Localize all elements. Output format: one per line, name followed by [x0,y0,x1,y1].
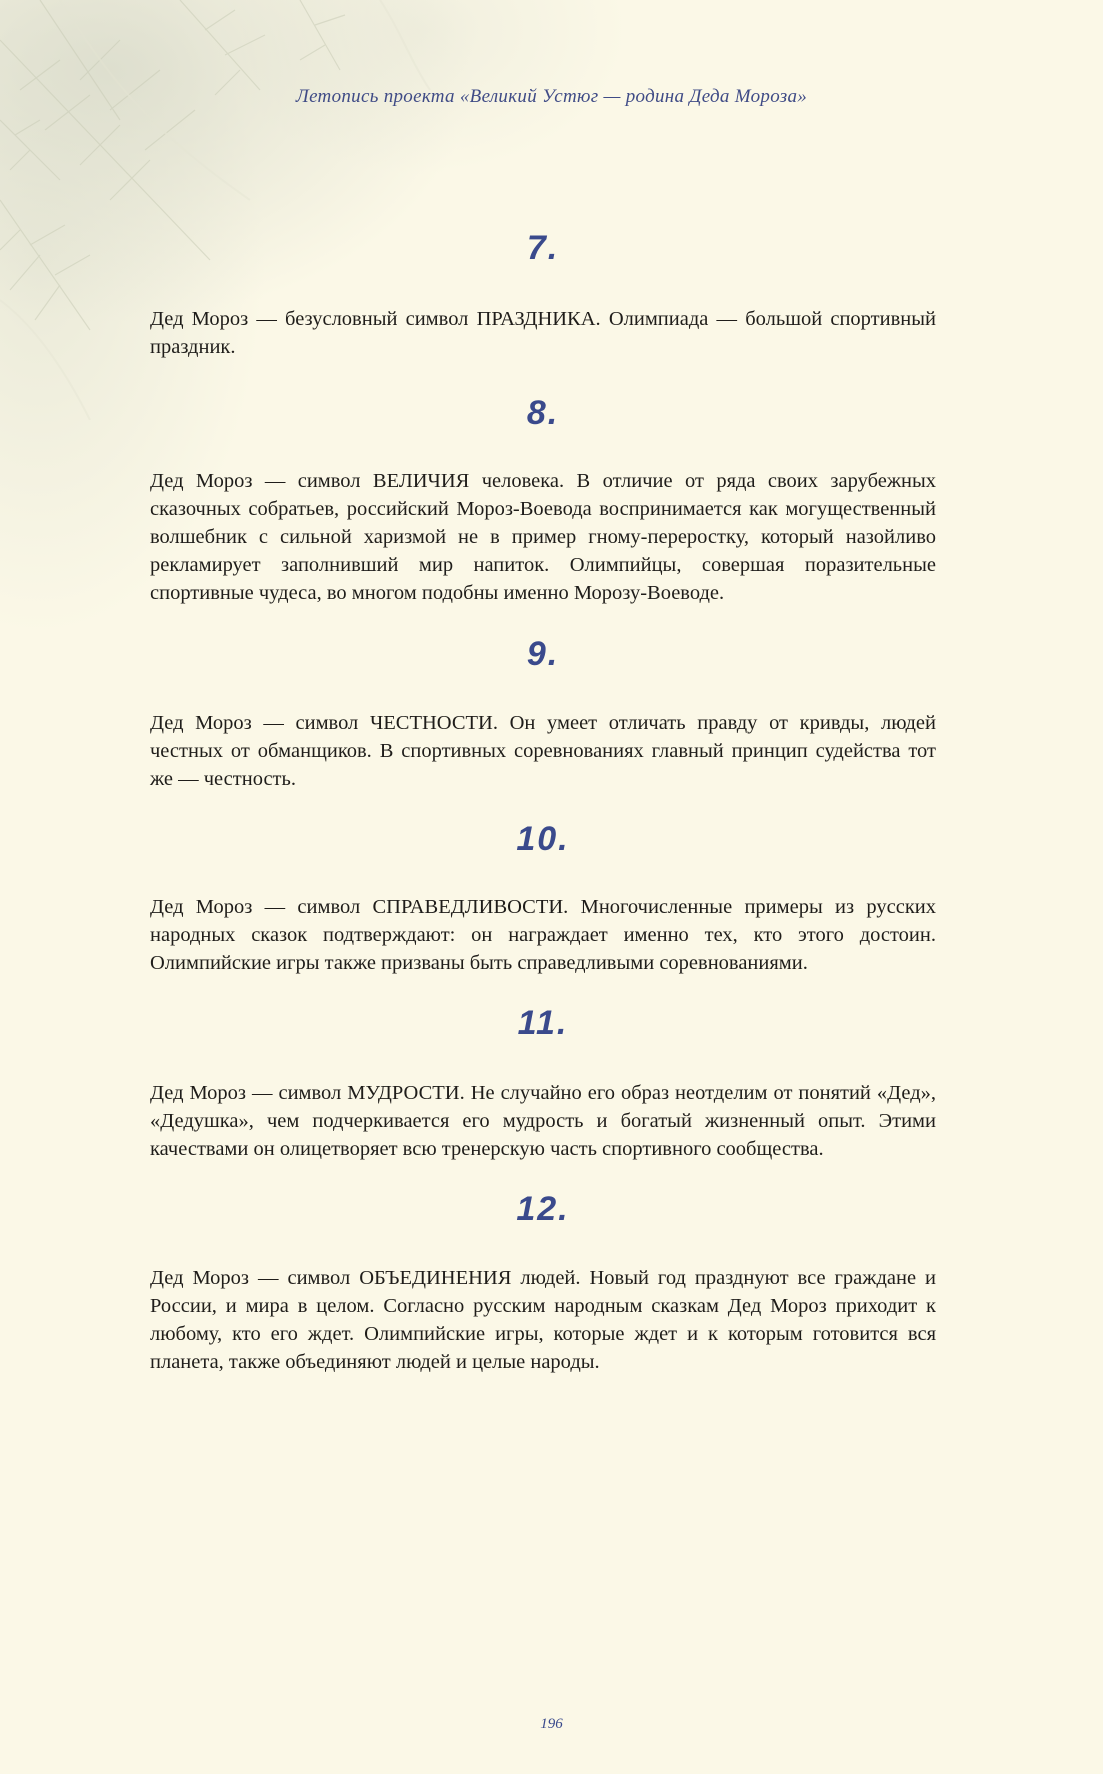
section-10 [150,819,936,977]
section-text: Дед Мороз — символ ВЕЛИЧИЯ человека. В отличие от ряда своих зарубежных сказочных собратьев, российский Мороз-Воевода воспринимается как могущественный волшебник с сильной харизмой не в пример гному-переростку, который назойливо рекламирует заполнивший мир напиток. Олимпийцы, совершая поразительные спортивные чудеса, во многом подобны именно Морозу-Воеводе. [150,470,936,604]
main-content [150,212,936,1376]
page-number: 196 [540,1716,563,1732]
section-text: Дед Мороз — символ МУДРОСТИ. Не случайно его образ неотделим от понятий «Дед», «Дедушка», чем подчеркивается его мудрость и богатый жизненный опыт. Этими качествами он олицетворяет всю тренерскую часть спортивного сообщества. [150,1082,936,1160]
section-8 [150,393,936,607]
section-text: Дед Мороз — символ ОБЪЕДИНЕНИЯ людей. Новый год празднуют все граждане и России, и мира в целом. Согласно русским народным сказкам Дед Мороз приходит к любому, кто его ждет. Олимпийские игры, которые ждет и к которым готовится вся планета, также объединяют людей и целые народы. [150,1267,936,1373]
section-number: 12. [516,1190,570,1228]
section-number: 7. [526,229,560,267]
section-number: 9. [526,635,560,673]
section-number: 8. [526,394,560,432]
section-text: Дед Мороз — символ ЧЕСТНОСТИ. Он умеет отличать правду от кривды, людей честных от обманщиков. В спортивных соревнованиях главный принцип судейства тот же — честность. [150,712,936,790]
section-text: Дед Мороз — символ СПРАВЕДЛИВОСТИ. Многочисленные примеры из русских народных сказок подтверждают: он награждает именно тех, кто этого достоин. Олимпийские игры также призваны быть справедливыми соревнованиями. [150,896,936,974]
running-head: Летопись проекта «Великий Устюг — родина Деда Мороза» [295,86,808,107]
section-7 [150,228,936,361]
section-12 [150,1189,936,1376]
section-number: 10. [516,820,570,858]
section-9 [150,634,936,793]
section-number: 11. [517,1004,569,1042]
section-text: Дед Мороз — безусловный символ ПРАЗДНИКА. Олимпиада — большой спортивный праздник. [150,308,936,358]
section-11 [150,1003,936,1163]
